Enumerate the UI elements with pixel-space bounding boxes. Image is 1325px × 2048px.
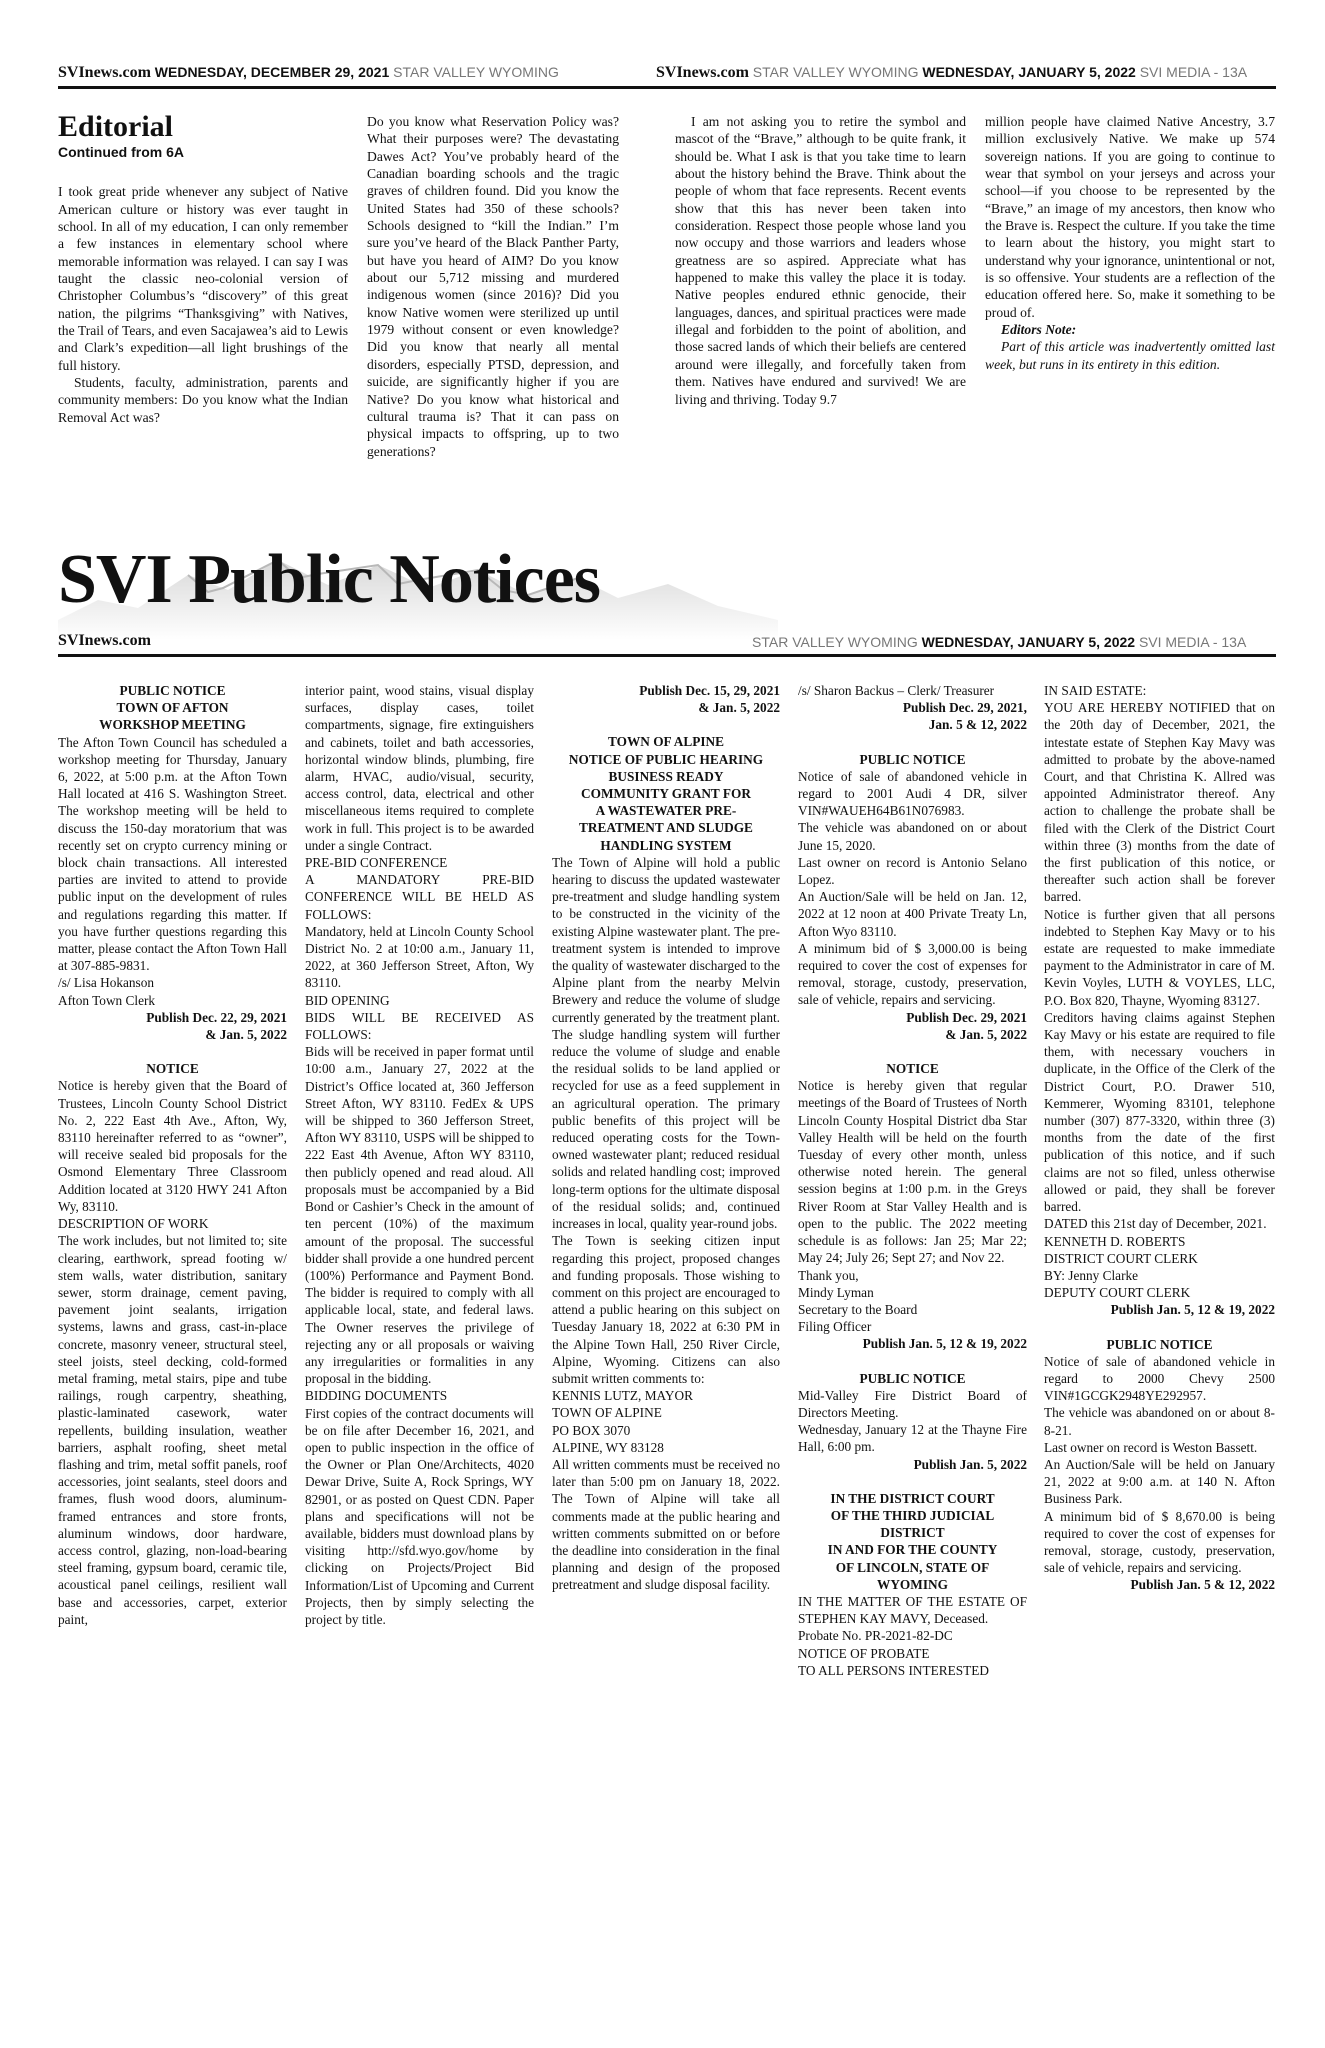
- notice-address: PO BOX 3070: [552, 1422, 631, 1438]
- notice-title: PUBLIC NOTICE: [859, 1370, 966, 1386]
- notices-place: STAR VALLEY WYOMING: [752, 634, 918, 650]
- notice-body: IN SAID ESTATE:: [1044, 683, 1147, 698]
- notice-body: The work includes, but not limited to; site clearing, earthwork, spread footing w/ stem walls, water distribution, sanitary sewer, storm drainage, cement paving, pavement joint sealants, irrigation systems, lawns and grass, cast-in-place concrete, masonry veneer, structural steel, steel joists, steel decking, cold-formed metal framing, metal stairs, pipe and tube railings, rough carpentry, sheathing, plastic-laminated casework, water repellents, building insulation, weather barriers, asphalt roofing, sheet metal flashing and trim, metal soffit panels, roof accessories, joint sealants, steel doors and frames, flush wood doors, aluminum-framed entrances and store fronts, aluminum windows, door hardware, access control, glazing, non-load-bearing steel framing, gypsum board, ceramic tile, acoustical panel ceilings, resilient wall base and accessories, carpet, exterior paint,: [58, 1233, 287, 1627]
- notice-title: TOWN OF ALPINE: [608, 734, 724, 750]
- editors-note-heading: Editors Note:: [1001, 322, 1077, 338]
- editorial-column-4: [985, 113, 1275, 373]
- notice-title: WORKSHOP MEETING: [99, 717, 246, 733]
- notice-title: WYOMING: [877, 1576, 948, 1592]
- publish-line: Publish Dec. 22, 29, 2021: [146, 1009, 287, 1025]
- publish-line: & Jan. 5, 2022: [945, 1026, 1027, 1042]
- notice-body: BIDDING DOCUMENTS: [305, 1388, 448, 1404]
- notice-body: Notice of sale of abandoned vehicle in regard to 2000 Chevy 2500 VIN#1GCGK2948YE292957.: [1044, 1353, 1275, 1404]
- notice-body: All written comments must be received no later than 5:00 pm on January 18, 2022. The Town of Alpine will take all comments made at the public hearing and written comments submitted on or before the deadline into consideration in the final planning and design of the proposed pretreatment and sludge disposal facility.: [552, 1456, 780, 1593]
- notice-body: YOU ARE HEREBY NOTIFIED that on the 20th day of December, 2021, the intestate estate of Stephen Kay Mavy was admitted to probate by the above-named Court, and that Christina K. Allred was appointed Administrator thereof. Any action to challenge the probate shall be filed with the Clerk of the District Court within three (3) months from the date of the first publication of this notice, or thereafter such action shall be forever barred.: [1044, 700, 1275, 905]
- editorial-column-3: [675, 113, 966, 408]
- left-place: STAR VALLEY WYOMING: [393, 64, 559, 80]
- notice-body: Mandatory, held at Lincoln County School District No. 2 at 10:00 a.m., January 11, 2022, at 360 Jefferson Street, Afton, Wy 83110.: [305, 923, 534, 991]
- notice-signature: /s/ Lisa Hokanson: [58, 975, 155, 991]
- publish-line: Publish Dec. 29, 2021,: [902, 700, 1027, 716]
- publish-line: Publish Jan. 5, 12 & 19, 2022: [862, 1336, 1027, 1352]
- publish-line: Publish Dec. 15, 29, 2021: [639, 683, 780, 698]
- notice-body: The Town of Alpine will hold a public hearing to discuss the updated wastewater pre-treatment and sludge handling system to be constructed in the vicinity of the existing Alpine wastewater plant. The pre-treatment system is intended to improve the quality of wastewater discharged to the Alpine plant from the nearby Melvin Brewery and reduce the volume of sludge currently generated by the treatment plant. The sludge handling system will further reduce the volume of sludge and enable the residual solids to be land applied or recycled for use as a feed supplement in an agricultural operation. The primary public benefits of this project will be reduced operating costs for the Town-owned wastewater plant; reduced residual solids and related handling cost; improved long-term options for the ultimate disposal of the residual solids; and, continued increases in local, quality year-round jobs.: [552, 854, 780, 1232]
- notice-body: The vehicle was abandoned on or about June 15, 2020.: [798, 820, 1027, 853]
- left-date: WEDNESDAY, DECEMBER 29, 2021: [154, 64, 390, 80]
- notices-column-1: [58, 682, 287, 1628]
- notice-body: The vehicle was abandoned on or about 8-8-21.: [1044, 1405, 1275, 1438]
- notice-body: Mid-Valley Fire District Board of Directors Meeting.: [798, 1387, 1027, 1420]
- right-place: STAR VALLEY WYOMING: [752, 64, 919, 80]
- notice-title: PUBLIC NOTICE: [119, 683, 226, 698]
- notice-body: DESCRIPTION OF WORK: [58, 1216, 209, 1232]
- notice-address: ALPINE, WY 83128: [552, 1439, 664, 1455]
- publish-line: & Jan. 5, 2022: [205, 1027, 287, 1043]
- notice-title: NOTICE: [886, 1061, 939, 1077]
- left-brand: SVInews.com: [58, 64, 151, 81]
- notice-body: Probate No. PR-2021-82-DC: [798, 1628, 953, 1644]
- notice-body: Last owner on record is Antonio Selano Lopez.: [798, 854, 1027, 888]
- notice-title: TREATMENT AND SLUDGE: [579, 820, 753, 836]
- editorial-title: Editorial: [58, 110, 174, 143]
- notice-address: KENNIS LUTZ, MAYOR: [552, 1388, 693, 1404]
- notice-title: HANDLING SYSTEM: [600, 837, 732, 853]
- notices-brand-line: [58, 632, 151, 650]
- notice-body: The Town is seeking citizen input regarding this project, proposed changes and funding proposals. Those wishing to comment on this project are encouraged to attend a public hearing on this subject on Tuesday January 18, 2022 at 6:30 PM in the Alpine Town Hall, 250 River Circle, Alpine, Wyoming. Citizens can also submit written comments to:: [552, 1233, 780, 1386]
- editorial-paragraph: I took great pride whenever any subject of Native American culture or history was ever taught in school. In all of my education, I can only remember a few instances in elementary school where memorable information was relayed. I can say I was taught the classic neo-colonial version of Christopher Columbus’s “discovery” of this great nation, the pilgrims “Thanksgiving” with Natives, the Trail of Tears, and even Sacajawea’s aid to Lewis and Clark’s expedition—all light brushings of the full history.: [58, 184, 348, 373]
- editorial-paragraph: Do you know what Reservation Policy was? What their purposes were? The devastating Dawes Act? You’ve probably heard of the Canadian boarding schools and the tragic graves of children found. Did you know the United States had 350 of these schools? Schools designed to “kill the Indian.” I’m sure you’ve heard of the Black Panther Party, but have you heard of AIM? Do you know about our 5,712 missing and murdered indigenous women (since 2016)? Did you know Native women were sterilized up until 1979 without consent or even knowledge? Did you know that nearly all mental disorders, especially PTSD, depression, and suicide, are significantly higher if you are Native? Do you know what historical and cultural trauma is? That it can pass on physical impacts to offspring, up to two generations?: [367, 114, 619, 459]
- notices-brand: SVInews.com: [58, 632, 151, 649]
- notice-body: BIDS WILL BE RECEIVED AS FOLLOWS:: [305, 1009, 534, 1043]
- notice-body: An Auction/Sale will be held on Jan. 12, 2022 at 12 noon at 400 Private Treaty Ln, Afton Wyo 83110.: [798, 889, 1027, 939]
- notice-body: KENNETH D. ROBERTS: [1044, 1233, 1186, 1249]
- notice-signature: /s/ Sharon Backus – Clerk/ Treasurer: [798, 683, 995, 698]
- publish-line: & Jan. 5, 2022: [698, 700, 780, 716]
- notice-body: A minimum bid of $ 3,000.00 is being required to cover the cost of expenses for removal, storage, custody, preservation, sale of vehicle, repairs and servicing.: [798, 940, 1027, 1008]
- editorial-subtitle: Continued from 6A: [58, 144, 184, 160]
- editors-note-body: Part of this article was inadvertently omitted last week, but runs in its entirety in this edition.: [985, 339, 1275, 372]
- editorial-paragraph: I am not asking you to retire the symbol and mascot of the “Brave,” although to be quite frank, it should be. What I ask is that you take time to learn about the history behind the Brave. Think about the people of whom that face represents. Recent events show that this has never been taken into consideration. Respect those people whose land you now occupy and those warriors and leaders whose greatness are so aspired. Appreciate what has happened to make this valley the place it is today. Native peoples endured ethnic genocide, their languages, dances, and spiritual practices were made illegal and forbidden to the point of abolition, and those sacred lands of which their beliefs are centered around were illegally, and forcefully taken from them. Natives have endured and survived! We are living and thriving. Today 9.7: [675, 114, 966, 407]
- notice-body: Notice is further given that all persons indebted to Stephen Kay Mavy or to his estate are requested to make immediate payment to the Administrator in care of M. Kevin Voyles, LUTH & VOYLES, LLC, P.O. Box 820, Thayne, Wyoming 83127.: [1044, 906, 1275, 1008]
- notice-title: A WASTEWATER PRE-: [595, 803, 737, 819]
- notice-body: BY: Jenny Clarke: [1044, 1267, 1139, 1283]
- right-page: SVI MEDIA - 13A: [1139, 64, 1248, 80]
- notices-column-4: [798, 682, 1027, 1679]
- notice-body: Secretary to the Board: [798, 1301, 918, 1317]
- publish-line: Publish Jan. 5, 12 & 19, 2022: [1110, 1302, 1275, 1318]
- notice-title: OF LINCOLN, STATE OF: [835, 1559, 990, 1575]
- notice-body: The Afton Town Council has scheduled a workshop meeting for Thursday, January 6, 2022, at 5:00 p.m. at the Afton Town Hall located at 416 S. Washington Street. The workshop meeting will be held to discuss the 150-day moratorium that was recently set on crypto currency mining or block chain transactions. All interested parties are invited to attend to provide public input on the development of rules and regulations regarding this matter. If you have further questions regarding this matter, please contact the Afton Town Hall at 307-885-9831.: [58, 734, 287, 974]
- notice-signature: Afton Town Clerk: [58, 992, 156, 1008]
- notices-page: SVI MEDIA - 13A: [1138, 634, 1247, 650]
- notice-title: IN THE DISTRICT COURT: [830, 1490, 995, 1506]
- notice-body: BID OPENING: [305, 992, 390, 1008]
- notice-title: OF THE THIRD JUDICIAL: [830, 1507, 995, 1523]
- notice-body: A minimum bid of $ 8,670.00 is being required to cover the cost of expenses for removal, storage, custody, preservation, sale of vehicle, repairs and servicing.: [1044, 1508, 1275, 1576]
- notices-header-rule: [58, 654, 1276, 657]
- right-running-header: [656, 64, 1247, 82]
- publish-line: Publish Jan. 5, 2022: [913, 1456, 1027, 1472]
- notice-body: PRE-BID CONFERENCE: [305, 855, 448, 871]
- public-notices-banner: [58, 540, 778, 640]
- publish-line: Publish Jan. 5 & 12, 2022: [1130, 1577, 1275, 1593]
- notice-body: A MANDATORY PRE-BID CONFERENCE WILL BE HELD AS FOLLOWS:: [305, 872, 534, 922]
- right-date: WEDNESDAY, JANUARY 5, 2022: [922, 64, 1136, 80]
- notice-body: DATED this 21st day of December, 2021.: [1044, 1216, 1267, 1232]
- notice-body: Creditors having claims against Stephen Kay Mavy or his estate are required to file them, with necessary vouchers in duplicate, in the Office of the Clerk of the District Court, P.O. Drawer 510, Kemmerer, Wyoming 83101, telephone number (307) 877-3320, within three (3) months from the date of the first publication of this notice, and if such claims are not so filed, unless otherwise allowed or paid, they shall be forever barred.: [1044, 1009, 1275, 1215]
- notice-title: NOTICE: [146, 1061, 199, 1077]
- notice-body: Bids will be received in paper format until 10:00 a.m., January 27, 2022 at the District’s Office located at, 360 Jefferson Street Afton, WY 83110. FedEx & UPS will be shipped to 360 Jefferson Street, Afton WY 83110, USPS will be shipped to 222 East 4th Avenue, Afton WY 83110, then publicly opened and read aloud. All proposals must be accompanied by a Bid Bond or Cashier’s Check in the amount of ten percent (10%) of the maximum amount of the proposal. The successful bidder shall provide a one hundred percent (100%) Performance and Payment Bond. The bidder is required to comply with all applicable local, state, and federal laws. The Owner reserves the privilege of rejecting any or all proposals or waiving any irregularities or formalities in any proposal in the bidding.: [305, 1044, 534, 1387]
- public-notices-title: SVI Public Notices: [58, 541, 600, 618]
- notices-column-2: [305, 682, 534, 1628]
- notices-column-3: [552, 682, 780, 1594]
- notice-title: COMMUNITY GRANT FOR: [581, 786, 751, 802]
- notices-column-5: [1044, 682, 1275, 1594]
- notice-body: An Auction/Sale will be held on January 21, 2022 at 9:00 a.m. at 140 N. Afton Business Park.: [1044, 1456, 1275, 1507]
- notice-body: DISTRICT COURT CLERK: [1044, 1250, 1198, 1266]
- editorial-paragraph: Students, faculty, administration, parents and community members: Do you know what the Indian Removal Act was?: [58, 375, 348, 425]
- notice-body: First copies of the contract documents will be on file after December 16, 2021, and open to public inspection in the office of the Owner or Plan One/Architects, 4020 Dewar Drive, Suite A, Rock Springs, WY 82901, or as posted on Quest CDN. Paper plans and specifications will not be available, bidders must download plans by visiting http://sfd.wyo.gov/home by clicking on Projects/Project Bid Information/List of Upcoming and Current Projects, then by simply selecting the project by title.: [305, 1405, 534, 1627]
- notices-running-header: [752, 634, 1246, 650]
- header-rule: [58, 86, 1276, 89]
- notice-body: TO ALL PERSONS INTERESTED: [798, 1662, 989, 1678]
- editorial-column-2: [367, 113, 619, 460]
- notice-body: interior paint, wood stains, visual display surfaces, display cases, toilet compartments, signage, fire extinguishers and cabinets, toilet and bath accessories, horizontal window blinds, plumbing, fire alarm, HVAC, audio/visual, security, access control, data, electrical and other miscellaneous items required to complete work in full. This project is to be awarded under a single Contract.: [305, 683, 534, 853]
- notice-body: Wednesday, January 12 at the Thayne Fire Hall, 6:00 pm.: [798, 1422, 1027, 1455]
- notice-title: NOTICE OF PUBLIC HEARING: [568, 751, 764, 767]
- notice-title: TOWN OF AFTON: [116, 700, 229, 716]
- notice-body: Last owner on record is Weston Bassett.: [1044, 1439, 1258, 1455]
- notice-body: Thank you,: [798, 1267, 859, 1283]
- notice-body: IN THE MATTER OF THE ESTATE OF STEPHEN KAY MAVY, Deceased.: [798, 1593, 1027, 1627]
- notice-body: Notice is hereby given that the Board of Trustees, Lincoln County School District No. 2, 222 East 4th Ave., Afton, Wy, 83110 hereinafter referred to as “owner”, will receive sealed bid proposals for the Osmond Elementary Three Classroom Addition located at 3120 HWY 241 Afton Wy, 83110.: [58, 1078, 287, 1214]
- notice-body: DEPUTY COURT CLERK: [1044, 1285, 1191, 1301]
- notice-title: IN AND FOR THE COUNTY: [827, 1542, 998, 1558]
- editorial-paragraph: million people have claimed Native Ancestry, 3.7 million exclusively Native. We make up 574 sovereign nations. If you are going to continue to wear that symbol on your jerseys and across your school—if you choose to be represented by the “Brave,” an image of my ancestors, then know who the Brave is. Respect the culture. If you take the time to learn about the history, you might start to understand why your ignorance, unintentional or not, is so offensive. Your students are a reflection of the education offered here. So, make it something to be proud of.: [985, 114, 1275, 320]
- notice-title: PUBLIC NOTICE: [1106, 1336, 1213, 1352]
- notice-body: Notice is hereby given that regular meetings of the Board of Trustees of North Lincoln County Hospital District dba Star Valley Health will be held on the fourth Tuesday of every other month, unless otherwise noted herein. The general session begins at 1:00 p.m. in the Greys River Room at Star Valley Health and is open to the public. The 2022 meeting schedule is as follows: Jan 25; Mar 22; May 24; July 26; Sept 27; and Nov 22.: [798, 1078, 1027, 1266]
- notice-body: NOTICE OF PROBATE: [798, 1645, 930, 1661]
- notice-title: BUSINESS READY: [608, 768, 724, 784]
- notice-title: DISTRICT: [880, 1525, 945, 1541]
- notice-address: TOWN OF ALPINE: [552, 1405, 662, 1421]
- notice-body: Filing Officer: [798, 1319, 872, 1335]
- left-running-header: [58, 64, 559, 82]
- editorial-column-1: [58, 110, 348, 426]
- publish-line: Publish Dec. 29, 2021: [906, 1009, 1027, 1025]
- notice-body: Notice of sale of abandoned vehicle in regard to 2001 Audi 4 DR, silver VIN#WAUEH64B61N076983.: [798, 768, 1027, 819]
- right-brand: SVInews.com: [656, 64, 749, 81]
- notice-title: PUBLIC NOTICE: [859, 751, 966, 767]
- publish-line: Jan. 5 & 12, 2022: [928, 717, 1027, 733]
- notices-date: WEDNESDAY, JANUARY 5, 2022: [921, 634, 1136, 650]
- notice-body: Mindy Lyman: [798, 1284, 874, 1300]
